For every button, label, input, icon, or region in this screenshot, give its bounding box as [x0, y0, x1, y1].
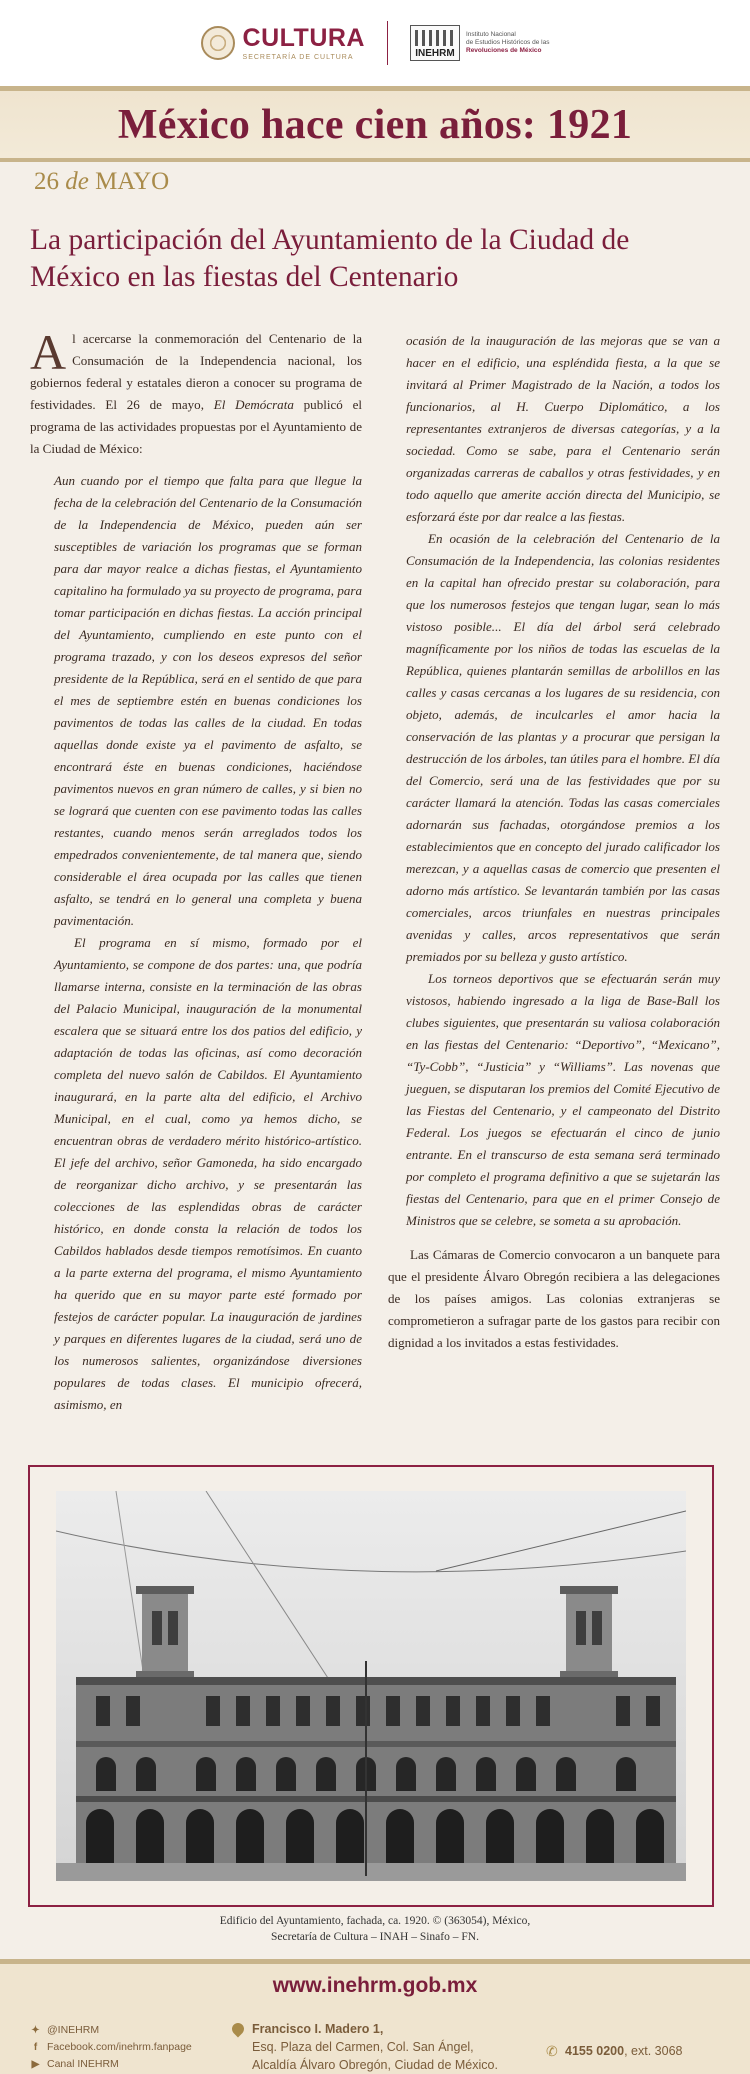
- dropcap-letter: A: [30, 324, 67, 380]
- phone-extension: , ext. 3068: [624, 2044, 683, 2058]
- inehrm-full-name: [466, 31, 549, 55]
- facebook-link[interactable]: [30, 2039, 192, 2056]
- closing-paragraph: Las Cámaras de Comercio convocaron a un banquete para que el presidente Álvaro Obregón recibiera a las delegaciones de los países amigos. Las colonias extranjeras se comprometieron a sufragar parte de los gastos para recibir con dignidad a los invitados a estas festividades.: [388, 1247, 720, 1350]
- date-day: 26: [34, 168, 59, 195]
- phone-number: 4155 0200: [565, 2044, 625, 2058]
- inehrm-name-line-3: Revoluciones de México: [466, 47, 542, 55]
- date-month: MAYO: [95, 168, 170, 195]
- mexico-emblem-icon: [201, 26, 235, 60]
- caption-line-2: Secretaría de Cultura – INAH – Sinafo – FN.: [271, 1931, 479, 1943]
- inehrm-name-line-2: de Estudios Históricos de las: [466, 38, 550, 46]
- quote-paragraph-5: Los torneos deportivos que se efectuarán serán muy vistosos, habiendo ingresado a la liga de Base-Ball los clubes siguientes, que presentarán su valiosa colaboración en las fiestas del Centenario: “Deportivo”, “Mexicano”, “Ty-Cobb”, “Justicia” y “Williams”. Las novenas que jueguen, se disputaran los premios del Comité Ejecutivo de las Fiestas del Centenario, y el campeonato del Distrito Federal. Los juegos se efectuarán el cinco de junio entrante. En el transcurso de esta semana será terminado por completo el programa definitivo a que se sujetarán las fiestas del Centenario, para que en el primer Consejo de Ministros que se celebre, se someta a su aprobación.: [406, 971, 720, 1228]
- left-column: [30, 324, 362, 1416]
- address-line-3: Alcaldía Álvaro Obregón, Ciudad de México.: [252, 2058, 498, 2072]
- youtube-channel: Canal INEHRM: [47, 2058, 119, 2070]
- youtube-icon: ▶: [31, 2059, 40, 2070]
- title-band: [0, 86, 750, 162]
- twitter-handle: @INEHRM: [47, 2024, 100, 2036]
- caption-line-1: Edificio del Ayuntamiento, fachada, ca. 1920. © (363054), México,: [219, 1915, 531, 1927]
- facebook-icon: f: [33, 2042, 38, 2053]
- facebook-url: Facebook.com/inehrm.fanpage: [47, 2041, 192, 2053]
- cultura-logo[interactable]: [201, 23, 365, 61]
- phone-icon: ✆: [546, 2043, 558, 2059]
- footer: [0, 1959, 750, 2074]
- intro-text-2: publicó el programa de las actividades propuestas por el Ayuntamiento de la Ciudad de México:: [30, 397, 362, 456]
- cultura-logo-subtitle: SECRETARÍA DE CULTURA: [242, 53, 354, 61]
- address-line-2: Esq. Plaza del Carmen, Col. San Ángel,: [252, 2040, 474, 2054]
- address-block: [252, 2020, 498, 2074]
- inehrm-logo-text: INEHRM: [415, 48, 455, 59]
- header-divider: [387, 21, 388, 65]
- quote-paragraph-3: ocasión de la inauguración de las mejoras que se van a hacer en el edificio, una espléndida fiesta, a la que se invitará al Primer Magistrado de la Nación, a todos los funcionarios, al H. Cuerpo Diplomático, a los representantes extranjeros de diversas categorías, y a la sociedad. Como se sabe, para el Centenario serán organizadas carreras de caballos y otras festividades, y en todo aquello que amerite acción directa del Municipio, se esforzará éste por dar realce a las fiestas.: [406, 333, 720, 524]
- inehrm-building-icon: [410, 25, 460, 61]
- date-de: de: [65, 168, 89, 195]
- right-column: [388, 330, 720, 1354]
- photo-frame: [28, 1465, 714, 1907]
- quote-paragraph-1: Aun cuando por el tiempo que falta para que llegue la fecha de la celebración del Centenario de la Consumación de la Independencia de México, pueden aún ser susceptibles de variación los programas que se forman para dar mayor realce a dichas fiestas, el Ayuntamiento capitalino ha formulado ya su proyecto de programa, para tomar participación en dichas fiestas. La acción principal del Ayuntamiento, cumpliendo en este punto con el programa trazado, y con los deseos expresos del señor presidente de la República, será en el sentido de que para el mes de septiembre estén en buenas condiciones los pavimentos de todas las calles de la ciudad. En todas aquellas donde existe ya el pavimento de asfalto, se encontrará éste en buenas condiciones, haciéndose pavimentos nuevos en gran número de calles, y si bien no se logrará que cuenten con ese pavimento todas las calles restantes, cuando menos serán arreglados todos los empedrados convenientemente, de tal manera que, siendo considerable el área ocupada por las calles que tienen asfalto, se tendrá en lo general una completa y buena pavimentación.: [54, 473, 362, 928]
- quote-paragraph-4: En ocasión de la celebración del Centenario de la Consumación de la Independencia, las colonias residentes en la capital han ofrecido prestar su colaboración, para que los numerosos festejos que tengan lugar, sean lo más vistoso posible... El día del árbol será celebrado magníficamente por los niños de todas las escuelas de la República, quienes plantarán semillas de arbolillos en las calles y casas cercanas a los lugares de su residencia, con objeto, además, de inculcarles el amor hacia la conservación de las plantas y a procurar que persigan la destrucción de los árboles, tan útiles para el hombre. El día del Comercio, será una de las festividades que por su carácter llamará la atención. Todas las casas comerciales adornarán sus fachadas, otorgándose premios a los establecimientos que en concepto del jurado calificador los merezcan, y a aquellas casas de comercio que presenten el adorno más artístico. Se levantarán también por las casas comerciales, arcos triunfales en nuestras principales avenidas y calles, arcos representativos que serán premiados por su belleza y gusto artístico.: [406, 531, 720, 964]
- location-pin-icon: [230, 2021, 247, 2038]
- building-illustration: [56, 1491, 686, 1881]
- ayuntamiento-building-photo: [56, 1491, 686, 1881]
- page-title: México hace cien años: 1921: [117, 101, 633, 148]
- article-title: La participación del Ayuntamiento de la Ciudad de México en las fiestas del Centenario: [30, 224, 630, 293]
- intro-text-1: l acercarse la conmemoración del Centenario de la Consumación de la Independencia nacional, los gobiernos federal y estatales dieron a conocer su programa de festividades. El 26 de mayo,: [30, 331, 362, 412]
- intro-paragraph: [30, 324, 362, 460]
- twitter-link[interactable]: [30, 2022, 192, 2039]
- photo-caption: [0, 1913, 750, 1945]
- twitter-icon: ✦: [31, 2025, 40, 2036]
- quote-paragraph-2: El programa en sí mismo, formado por el Ayuntamiento, se compone de dos partes: una, que podría llamarse interna, consiste en la terminación de las obras del Palacio Municipal, inauguración de la monumental escalera que se situará entre los dos patios del edificio, y adaptación de todas las oficinas, así como decoración completa del nuevo salón de Cabildos. El Ayuntamiento inaugurará, en la parte alta del edificio, el Archivo Municipal, en el cual, como ya hemos dicho, se encuentran obras de verdadero mérito histórico-artístico. El jefe del archivo, señor Gamoneda, ha sido encargado de reorganizar dicho archivo, y se presentarán las colecciones de las esplendidas obras de carácter histórico, en donde consta la relación de todos los Cabildos hablados desde tiempos remotísimos. En cuanto a la parte externa del programa, el mismo Ayuntamiento ha querido que en su mayor parte esté formado por festejos de carácter popular. La inauguración de jardines y parques en diferentes lugares de la ciudad, será uno de los numerosos salientes, organizándose diversiones populares de todas clases. El municipio ofrecerá, asimismo, en: [54, 935, 362, 1412]
- social-links: [30, 2022, 192, 2073]
- cultura-logo-text: CULTURA: [242, 23, 365, 52]
- inehrm-name-line-1: Instituto Nacional: [466, 30, 516, 38]
- youtube-link[interactable]: [30, 2056, 192, 2073]
- top-header: [0, 0, 750, 86]
- address-street: Francisco I. Madero 1,: [252, 2022, 384, 2036]
- date-label: [34, 168, 169, 196]
- newspaper-name: El Demócrata: [213, 397, 294, 412]
- website-link[interactable]: www.inehrm.gob.mx: [272, 1974, 478, 1997]
- inehrm-logo[interactable]: [410, 25, 549, 61]
- phone-block[interactable]: [546, 2043, 683, 2059]
